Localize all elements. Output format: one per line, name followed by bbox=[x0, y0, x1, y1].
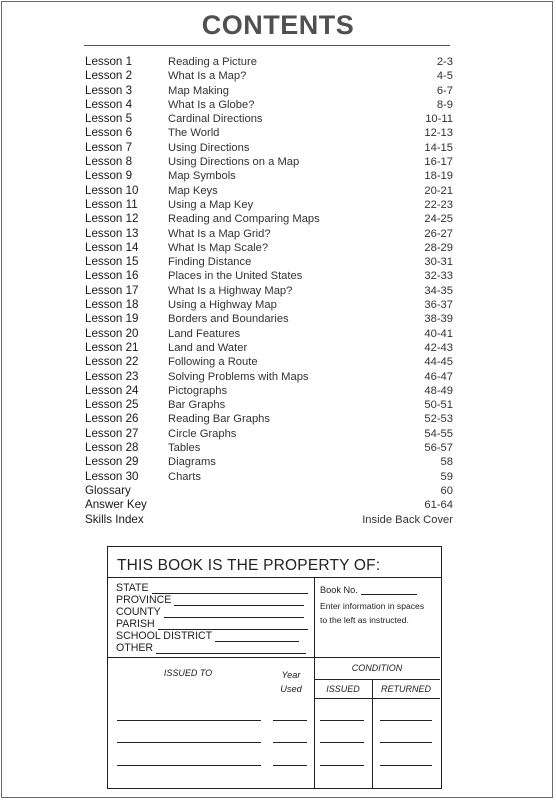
state-field[interactable]: STATE bbox=[116, 582, 308, 594]
address-section bbox=[108, 577, 315, 658]
year-used-line[interactable] bbox=[273, 742, 307, 743]
toc-lesson: Lesson 27 bbox=[85, 426, 139, 440]
toc-topic: Diagrams bbox=[168, 456, 216, 469]
toc-row bbox=[85, 69, 453, 83]
toc-topic: Map Symbols bbox=[168, 170, 236, 183]
condition-subheader-divider bbox=[314, 698, 440, 699]
toc-row bbox=[85, 212, 453, 226]
parish-field[interactable]: PARISH bbox=[116, 618, 308, 630]
toc-row bbox=[85, 155, 453, 169]
toc-row bbox=[85, 341, 453, 355]
issued-to-header: ISSUED TO bbox=[163, 668, 213, 678]
toc-topic: Reading Bar Graphs bbox=[168, 413, 270, 426]
toc-pages: 4-5 bbox=[436, 70, 453, 83]
toc-pages: 8-9 bbox=[436, 98, 453, 111]
toc-pages: 14-15 bbox=[424, 141, 453, 154]
condition-divider bbox=[314, 679, 440, 680]
toc-topic: What Is Map Scale? bbox=[168, 241, 269, 254]
toc-row bbox=[85, 198, 453, 212]
toc-pages: 32-33 bbox=[424, 270, 453, 283]
toc-pages: 10-11 bbox=[425, 113, 453, 126]
toc-topic: Following a Route bbox=[168, 356, 258, 369]
toc-topic: What Is a Map? bbox=[168, 70, 247, 83]
toc-pages: 50-51 bbox=[424, 399, 453, 412]
property-box bbox=[107, 546, 442, 789]
title-rule bbox=[84, 45, 450, 46]
toc-lesson: Lesson 14 bbox=[85, 240, 139, 254]
toc-topic: Reading and Comparing Maps bbox=[168, 213, 320, 226]
issued-condition-line[interactable] bbox=[320, 742, 364, 743]
toc-topic: Solving Problems with Maps bbox=[168, 370, 309, 383]
toc-lesson: Lesson 4 bbox=[85, 97, 133, 111]
toc-topic: Land Features bbox=[168, 327, 241, 340]
toc-lesson: Lesson 13 bbox=[85, 226, 139, 240]
toc-pages: 54-55 bbox=[424, 427, 453, 440]
toc-lesson: Lesson 8 bbox=[85, 155, 133, 169]
toc-row bbox=[85, 312, 453, 326]
toc-row bbox=[85, 441, 453, 455]
toc-pages: Inside Back Cover bbox=[362, 513, 453, 526]
toc-row bbox=[85, 98, 453, 112]
page-title: CONTENTS bbox=[201, 10, 355, 40]
property-title: THIS BOOK IS THE PROPERTY OF: bbox=[117, 557, 381, 574]
toc-lesson: Lesson 5 bbox=[85, 112, 133, 126]
toc-topic: Pictographs bbox=[168, 384, 228, 397]
toc-topic: Finding Distance bbox=[168, 256, 252, 269]
toc-pages: 36-37 bbox=[424, 299, 453, 312]
toc-lesson: Lesson 16 bbox=[85, 269, 139, 283]
toc-topic: Places in the United States bbox=[168, 270, 303, 283]
toc-lesson: Lesson 3 bbox=[85, 83, 133, 97]
toc-pages: 18-19 bbox=[424, 170, 453, 183]
toc-row bbox=[85, 412, 453, 426]
toc-lesson: Lesson 12 bbox=[85, 212, 139, 226]
toc-pages: 38-39 bbox=[424, 313, 453, 326]
toc-pages: 16-17 bbox=[424, 156, 453, 169]
toc-pages: 48-49 bbox=[424, 384, 453, 397]
toc-pages: 59 bbox=[440, 470, 453, 483]
returned-condition-line[interactable] bbox=[380, 765, 432, 766]
toc-lesson: Skills Index bbox=[85, 512, 144, 526]
toc-lesson: Lesson 24 bbox=[85, 383, 139, 397]
toc-topic: Charts bbox=[168, 470, 201, 483]
toc-topic: The World bbox=[168, 127, 220, 140]
toc-row bbox=[85, 298, 453, 312]
county-field[interactable]: COUNTY bbox=[116, 606, 304, 618]
condition-left-border bbox=[314, 658, 315, 789]
toc-row bbox=[85, 455, 453, 469]
toc-topic: Borders and Boundaries bbox=[168, 313, 289, 326]
toc-lesson: Lesson 21 bbox=[85, 340, 139, 354]
toc-row bbox=[85, 384, 453, 398]
toc-row bbox=[85, 484, 453, 498]
toc-row bbox=[85, 398, 453, 412]
toc-row bbox=[85, 184, 453, 198]
toc-topic: Using a Map Key bbox=[168, 198, 254, 211]
toc-row bbox=[85, 284, 453, 298]
toc-topic: What Is a Highway Map? bbox=[168, 284, 293, 297]
toc-row bbox=[85, 141, 453, 155]
toc-row bbox=[85, 513, 453, 527]
toc-pages: 56-57 bbox=[424, 442, 453, 455]
toc-lesson: Lesson 20 bbox=[85, 326, 139, 340]
toc-lesson: Glossary bbox=[85, 483, 131, 497]
toc-row bbox=[85, 327, 453, 341]
toc-topic: Circle Graphs bbox=[168, 427, 237, 440]
toc-lesson: Lesson 18 bbox=[85, 298, 139, 312]
toc-lesson: Lesson 17 bbox=[85, 283, 139, 297]
toc-lesson: Lesson 6 bbox=[85, 126, 133, 140]
issued-to-line[interactable] bbox=[117, 742, 261, 743]
toc-row bbox=[85, 370, 453, 384]
book-note: Enter information in spaces to the left as instructed. bbox=[320, 601, 425, 625]
toc-pages: 61-64 bbox=[424, 499, 453, 512]
year-used-line[interactable] bbox=[273, 720, 307, 721]
toc-topic: Using Directions bbox=[168, 141, 250, 154]
toc-row bbox=[85, 255, 453, 269]
table-of-contents bbox=[85, 55, 453, 527]
toc-pages: 22-23 bbox=[424, 198, 453, 211]
condition-header: CONDITION bbox=[351, 663, 403, 673]
toc-lesson: Lesson 7 bbox=[85, 140, 133, 154]
year-used-header: Year Used bbox=[280, 670, 302, 694]
toc-lesson: Lesson 28 bbox=[85, 441, 139, 455]
toc-row bbox=[85, 498, 453, 512]
toc-lesson: Answer Key bbox=[85, 498, 147, 512]
book-number-section bbox=[314, 577, 441, 658]
toc-pages: 30-31 bbox=[424, 256, 453, 269]
toc-pages: 58 bbox=[440, 456, 453, 469]
other-field[interactable]: OTHER bbox=[116, 642, 306, 654]
toc-topic: Map Keys bbox=[168, 184, 218, 197]
toc-lesson: Lesson 25 bbox=[85, 398, 139, 412]
toc-lesson: Lesson 23 bbox=[85, 369, 139, 383]
toc-row bbox=[85, 169, 453, 183]
year-used-line[interactable] bbox=[273, 765, 307, 766]
toc-topic: What Is a Map Grid? bbox=[168, 227, 271, 240]
toc-pages: 34-35 bbox=[424, 284, 453, 297]
toc-topic: Tables bbox=[168, 442, 201, 455]
toc-pages: 24-25 bbox=[424, 213, 453, 226]
toc-topic: Cardinal Directions bbox=[168, 113, 263, 126]
toc-row bbox=[85, 427, 453, 441]
toc-lesson: Lesson 19 bbox=[85, 312, 139, 326]
toc-pages: 20-21 bbox=[424, 184, 453, 197]
toc-pages: 60 bbox=[440, 484, 453, 497]
toc-lesson: Lesson 10 bbox=[85, 183, 139, 197]
toc-pages: 42-43 bbox=[424, 341, 453, 354]
toc-topic: Using a Highway Map bbox=[168, 299, 277, 312]
toc-row bbox=[85, 241, 453, 255]
toc-row bbox=[85, 126, 453, 140]
returned-condition-line[interactable] bbox=[380, 720, 432, 721]
toc-pages: 12-13 bbox=[424, 127, 453, 140]
province-field[interactable]: PROVINCE bbox=[116, 594, 304, 606]
returned-header: RETURNED bbox=[380, 684, 431, 694]
toc-topic: Land and Water bbox=[168, 341, 248, 354]
toc-lesson: Lesson 15 bbox=[85, 255, 139, 269]
toc-lesson: Lesson 2 bbox=[85, 69, 133, 83]
returned-condition-line[interactable] bbox=[380, 742, 432, 743]
toc-row bbox=[85, 84, 453, 98]
toc-lesson: Lesson 11 bbox=[85, 197, 138, 211]
toc-topic: Bar Graphs bbox=[168, 399, 226, 412]
toc-row bbox=[85, 470, 453, 484]
toc-pages: 52-53 bbox=[424, 413, 453, 426]
toc-lesson: Lesson 1 bbox=[85, 55, 133, 68]
toc-topic: Reading a Picture bbox=[168, 56, 257, 68]
toc-row bbox=[85, 355, 453, 369]
toc-row bbox=[85, 269, 453, 283]
toc-lesson: Lesson 26 bbox=[85, 412, 139, 426]
toc-pages: 6-7 bbox=[436, 84, 453, 97]
toc-pages: 44-45 bbox=[424, 356, 453, 369]
toc-row bbox=[85, 227, 453, 241]
issue-record bbox=[108, 657, 440, 789]
issued-to-line[interactable] bbox=[117, 765, 261, 766]
toc-pages: 28-29 bbox=[424, 241, 453, 254]
school-district-field[interactable]: SCHOOL DISTRICT bbox=[116, 630, 299, 642]
toc-lesson: Lesson 22 bbox=[85, 355, 139, 369]
toc-lesson: Lesson 30 bbox=[85, 469, 139, 483]
toc-row bbox=[85, 112, 453, 126]
toc-lesson: Lesson 29 bbox=[85, 455, 139, 469]
toc-pages: 40-41 bbox=[424, 327, 453, 340]
toc-topic: Using Directions on a Map bbox=[168, 156, 300, 169]
toc-lesson: Lesson 9 bbox=[85, 169, 133, 183]
toc-row bbox=[85, 55, 453, 69]
toc-pages: 2-3 bbox=[436, 56, 453, 68]
issued-condition-line[interactable] bbox=[320, 720, 364, 721]
issued-header: ISSUED bbox=[326, 684, 360, 694]
toc-topic: What Is a Globe? bbox=[168, 98, 255, 111]
toc-pages: 46-47 bbox=[424, 370, 453, 383]
issued-condition-line[interactable] bbox=[320, 765, 364, 766]
book-number-field[interactable]: Book No. bbox=[320, 585, 417, 595]
toc-topic: Map Making bbox=[168, 84, 229, 97]
issued-to-line[interactable] bbox=[117, 720, 261, 721]
issued-returned-divider bbox=[372, 679, 373, 789]
toc-pages: 26-27 bbox=[424, 227, 453, 240]
